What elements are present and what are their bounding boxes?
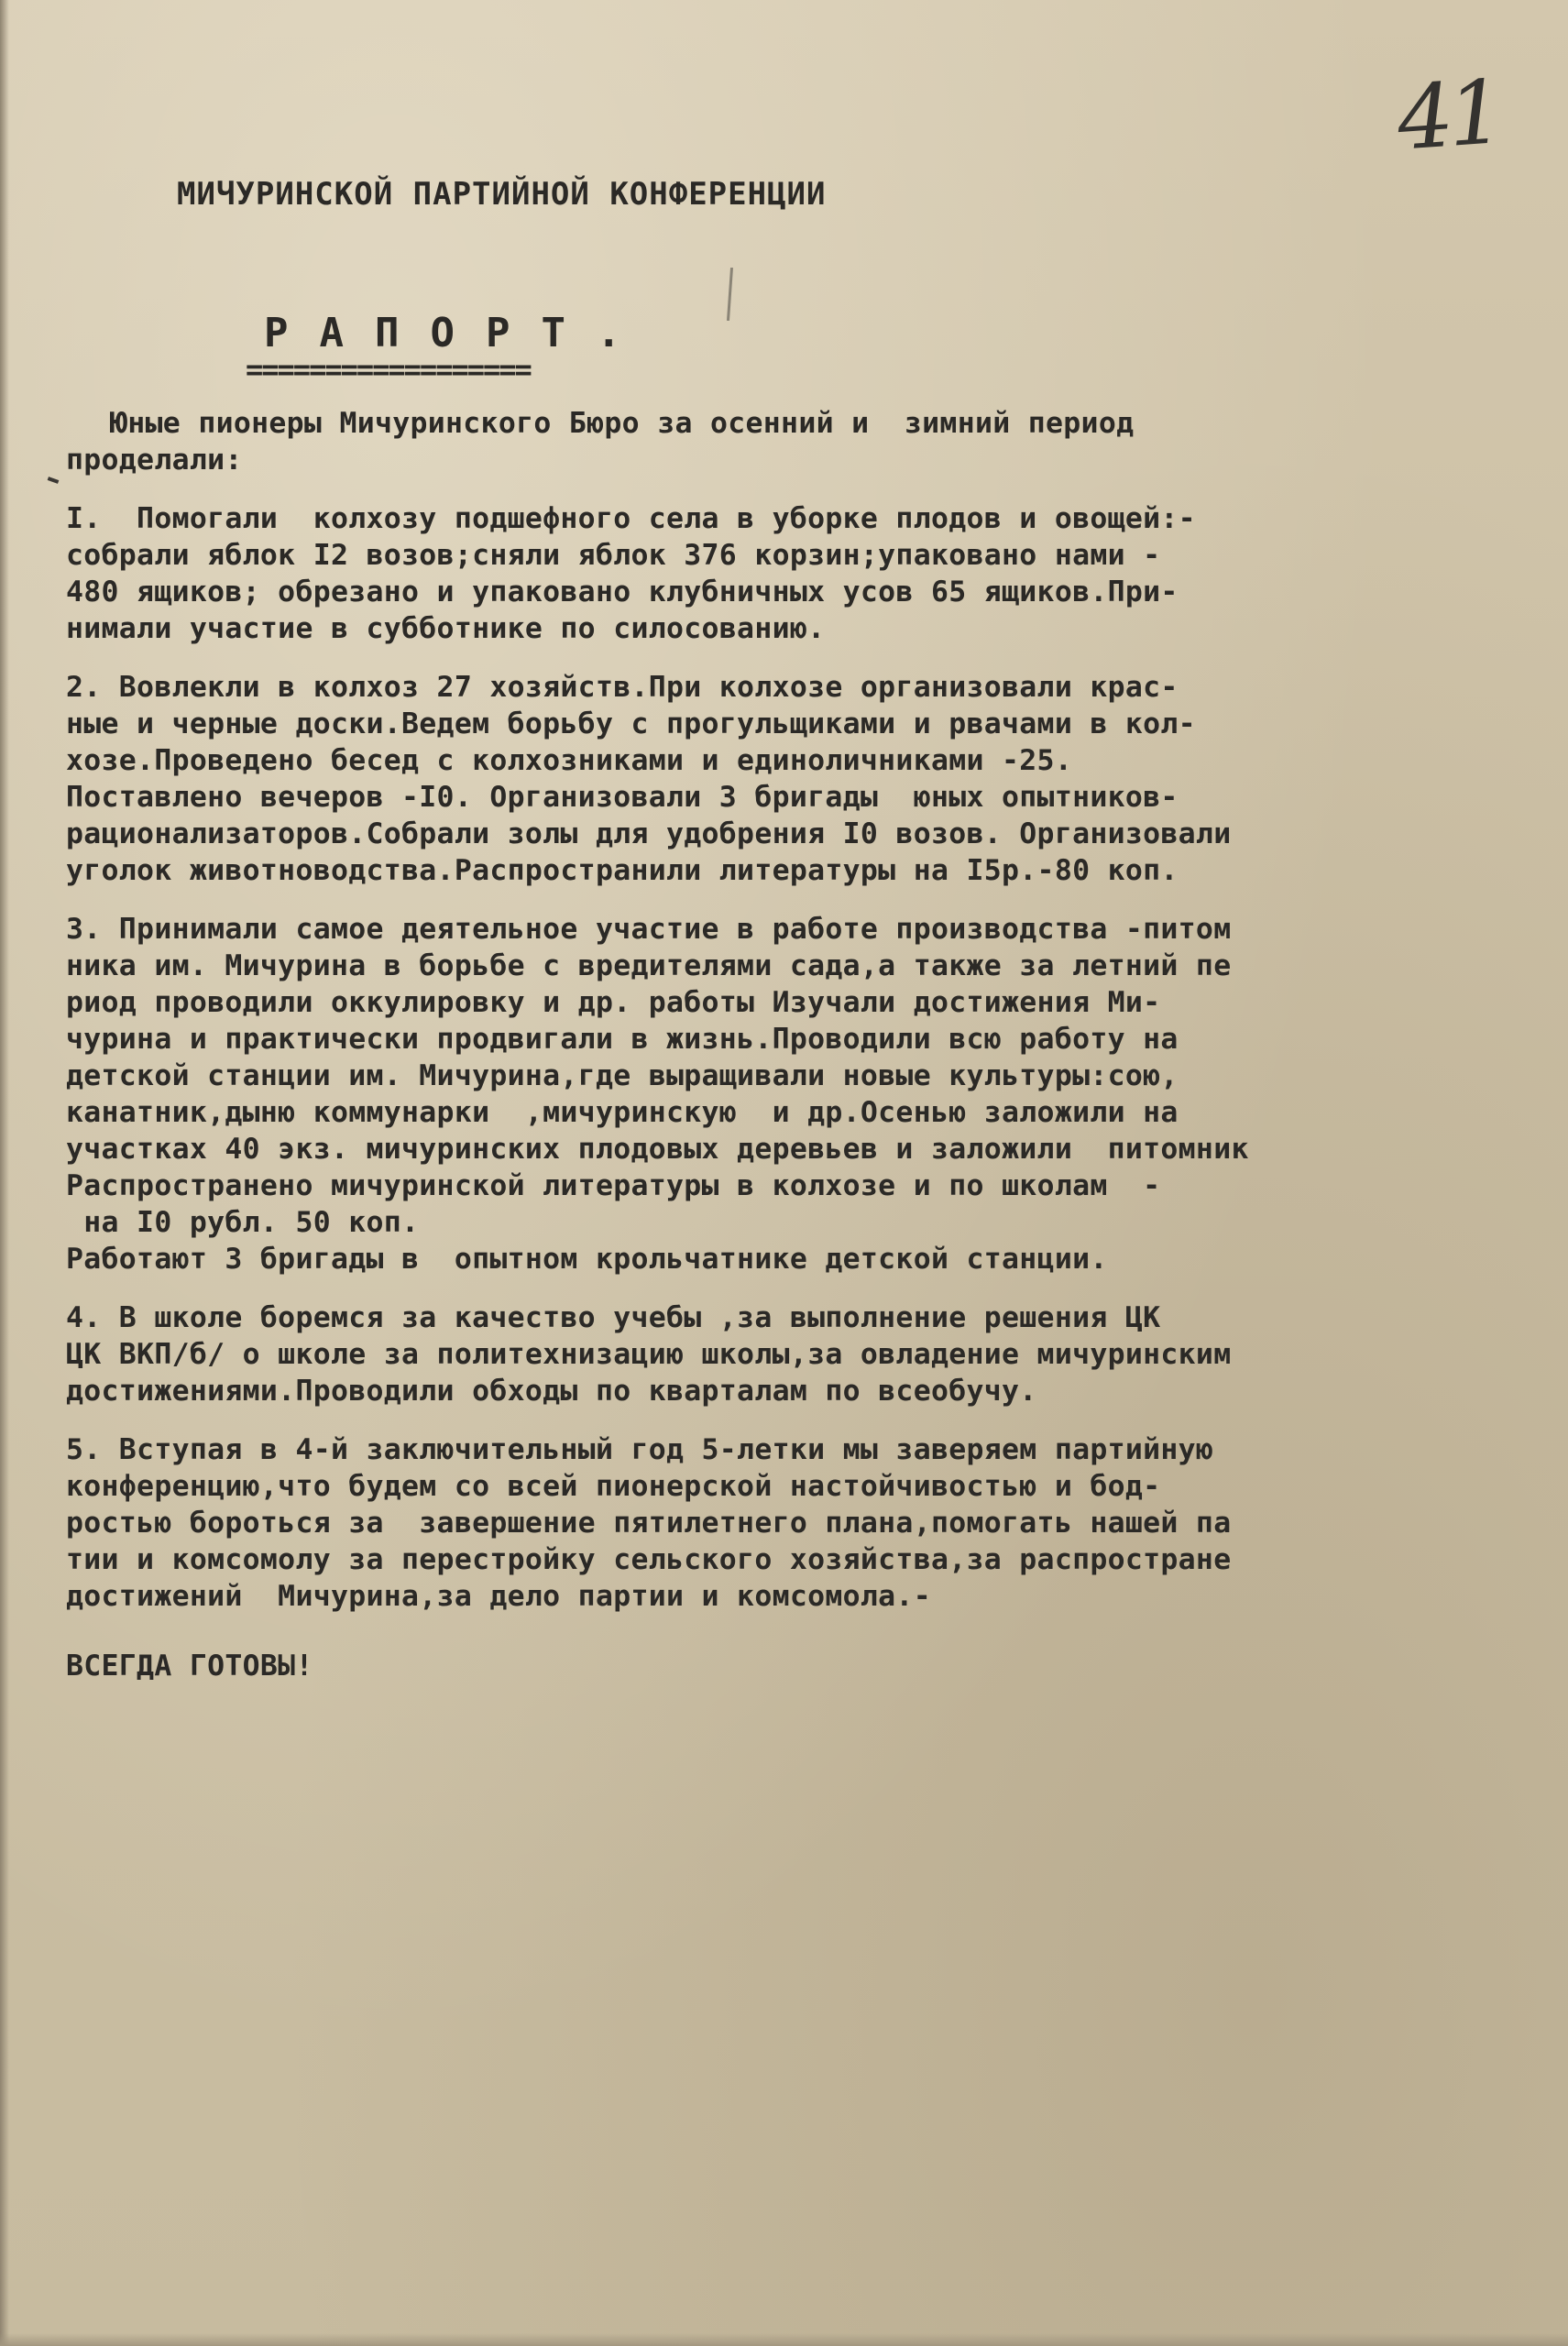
page-bottom-shadow — [0, 2333, 1568, 2346]
text-line: детской станции им. Мичурина,где выращивали новые культуры:сою, — [66, 1059, 1179, 1092]
text-line: Распространено мичуринской литературы в колхозе и по школам - — [66, 1169, 1161, 1202]
text-line: на I0 рубл. 50 коп. — [66, 1206, 420, 1239]
text-line: риод проводили оккулировку и др. работы Изучали достижения Ми- — [66, 986, 1161, 1019]
paragraph-4 — [66, 1299, 1560, 1409]
text-line: 5. Вступая в 4-й заключительный год 5-летки мы заверяем партийную — [66, 1433, 1214, 1466]
text-line: хозе.Проведено бесед с колхозниками и единоличниками -25. — [66, 744, 1073, 777]
text-line: уголок животноводства.Распространили литературы на I5р.-80 коп. — [66, 854, 1179, 887]
text-line: чурина и практически продвигали в жизнь.Проводили всю работу на — [66, 1023, 1179, 1056]
text-line: 4. В школе боремся за качество учебы ,за выполнение решения ЦК — [66, 1301, 1161, 1334]
text-line: ростью бороться за завершение пятилетнего плана,помогать нашей па — [66, 1507, 1232, 1540]
page-edge-shadow — [0, 0, 9, 2346]
text-line: достижениями.Проводили обходы по кварталам по всеобучу. — [66, 1375, 1037, 1408]
title-underline: ================== — [246, 352, 531, 387]
text-line: канатник,дыню коммунарки ,мичуринскую и др.Осенью заложили на — [66, 1096, 1179, 1129]
paragraph-3 — [66, 911, 1560, 1277]
text-line: собрали яблок I2 возов;сняли яблок 376 корзин;упаковано нами - — [66, 539, 1161, 572]
intro-line: Юные пионеры Мичуринского Бюро за осенний и зимний период — [110, 407, 1135, 440]
text-line: конференцию,что будем со всей пионерской настойчивостью и бод- — [66, 1470, 1161, 1503]
paragraph-5 — [66, 1431, 1560, 1615]
text-line: нимали участие в субботнике по силосованию. — [66, 612, 826, 645]
paragraph-2 — [66, 669, 1560, 889]
text-line: достижений Мичурина,за дело партии и комсомола.- — [66, 1580, 931, 1613]
intro-line: проделали: — [66, 444, 243, 477]
text-line: I. Помогали колхозу подшефного села в уборке плодов и овощей:- — [66, 502, 1196, 535]
margin-tick-mark — [48, 477, 60, 484]
document-title: РАПОРТ. — [264, 310, 652, 356]
text-line: ЦК ВКП/б/ о школе за политехнизацию школы,за овладение мичуринским — [66, 1338, 1232, 1371]
pencil-mark — [727, 268, 733, 321]
text-line: Работают 3 бригады в опытном крольчатнике детской станции. — [66, 1243, 1108, 1276]
text-line: участках 40 экз. мичуринских плодовых деревьев и заложили питомник — [66, 1133, 1249, 1166]
text-line: 3. Принимали самое деятельное участие в работе производства -питом — [66, 913, 1232, 946]
text-line: Поставлено вечеров -I0. Организовали 3 бригады юных опытников- — [66, 781, 1179, 814]
closing-slogan: ВСЕГДА ГОТОВЫ! — [66, 1650, 313, 1683]
text-line: ные и черные доски.Ведем борьбу с прогульщиками и рвачами в кол- — [66, 707, 1196, 740]
archive-page-number: 41 — [1394, 60, 1502, 170]
paragraph-1 — [66, 500, 1560, 647]
text-line: тии и комсомолу за перестройку сельского хозяйства,за распростране — [66, 1543, 1232, 1576]
document-heading: МИЧУРИНСКОЙ ПАРТИЙНОЙ КОНФЕРЕНЦИИ — [177, 176, 827, 213]
text-line: ника им. Мичурина в борьбе с вредителями сада,а также за летний пе — [66, 949, 1232, 982]
report-body — [66, 405, 1560, 1684]
text-line: 2. Вовлекли в колхоз 27 хозяйств.При колхозе организовали крас- — [66, 671, 1179, 704]
intro-paragraph — [66, 405, 1560, 478]
text-line: рационализаторов.Собрали золы для удобрения I0 возов. Организовали — [66, 817, 1232, 850]
text-line: 480 ящиков; обрезано и упаковано клубничных усов 65 ящиков.При- — [66, 576, 1179, 608]
